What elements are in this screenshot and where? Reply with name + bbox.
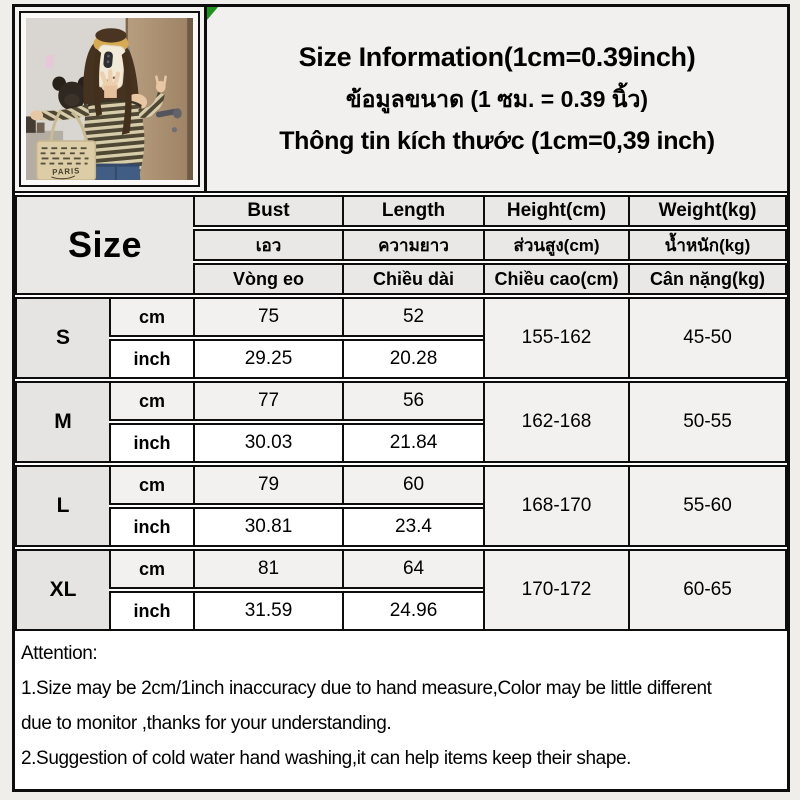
attention-line: 2.Suggestion of cold water hand washing,it can help items keep their shape.: [21, 748, 632, 769]
header-height-vi: Chiều cao(cm): [483, 263, 628, 295]
attention-line: due to monitor ,thanks for your understanding.: [21, 713, 392, 734]
table-row: [15, 465, 787, 505]
bust-inch-value: 30.03: [193, 423, 342, 463]
length-inch-value: 23.4: [342, 507, 483, 547]
header-length-vi: Chiều dài: [342, 263, 483, 295]
unit-cm: cm: [109, 549, 193, 589]
bag-print-text: PARIS: [52, 166, 81, 177]
size-label: L: [15, 465, 109, 547]
length-cm-value: 56: [342, 381, 483, 421]
unit-inch: inch: [109, 423, 193, 463]
header-weight-vi: Cân nặng(kg): [628, 263, 787, 295]
length-cm-value: 60: [342, 465, 483, 505]
title-line-en: Size Information(1cm=0.39inch): [298, 42, 696, 72]
header-weight-th: น้ำหนัก(kg): [628, 229, 787, 261]
length-inch-value: 21.84: [342, 423, 483, 463]
bust-inch-value: 30.81: [193, 507, 342, 547]
size-table: [15, 193, 787, 633]
header-length-th: ความยาว: [342, 229, 483, 261]
unit-cm: cm: [109, 381, 193, 421]
size-header-cell: Size: [15, 195, 193, 295]
product-photo-cell: [15, 7, 207, 191]
content-frame: [12, 4, 790, 792]
length-cm-value: 52: [342, 297, 483, 337]
product-photo: [26, 18, 193, 180]
title-block: [207, 7, 787, 191]
bust-cm-value: 75: [193, 297, 342, 337]
length-cm-value: 64: [342, 549, 483, 589]
attention-line: Attention:: [21, 643, 98, 664]
header-bust-vi: Vòng eo: [193, 263, 342, 295]
bust-cm-value: 77: [193, 381, 342, 421]
top-section: [15, 7, 787, 193]
header-bust-th: เอว: [193, 229, 342, 261]
unit-inch: inch: [109, 591, 193, 631]
height-range: 170-172: [483, 549, 628, 631]
title-line-th: ข้อมูลขนาด (1 ซม. = 0.39 นิ้ว): [345, 86, 649, 112]
attention-note: [15, 633, 787, 789]
length-inch-value: 20.28: [342, 339, 483, 379]
header-height-th: ส่วนสูง(cm): [483, 229, 628, 261]
height-range: 168-170: [483, 465, 628, 547]
weight-range: 45-50: [628, 297, 787, 379]
unit-cm: cm: [109, 465, 193, 505]
header-weight-en: Weight(kg): [628, 195, 787, 227]
size-label: M: [15, 381, 109, 463]
bust-cm-value: 79: [193, 465, 342, 505]
attention-line: 1.Size may be 2cm/1inch inaccuracy due to hand measure,Color may be little different: [21, 678, 712, 699]
table-row: [15, 381, 787, 421]
table-row: [15, 549, 787, 589]
header-height-en: Height(cm): [483, 195, 628, 227]
header-bust-en: Bust: [193, 195, 342, 227]
product-photo-frame: [19, 11, 200, 187]
header-row-en: [15, 195, 787, 227]
height-range: 162-168: [483, 381, 628, 463]
wall-item: [45, 55, 54, 69]
table-row: [15, 297, 787, 337]
green-corner-marker-icon: [207, 7, 218, 20]
bust-inch-value: 29.25: [193, 339, 342, 379]
title-line-vi: Thông tin kích thước (1cm=0,39 inch): [279, 127, 715, 155]
height-range: 155-162: [483, 297, 628, 379]
bust-cm-value: 81: [193, 549, 342, 589]
weight-range: 50-55: [628, 381, 787, 463]
unit-inch: inch: [109, 339, 193, 379]
unit-cm: cm: [109, 297, 193, 337]
size-label: S: [15, 297, 109, 379]
weight-range: 55-60: [628, 465, 787, 547]
length-inch-value: 24.96: [342, 591, 483, 631]
size-label: XL: [15, 549, 109, 631]
unit-inch: inch: [109, 507, 193, 547]
header-length-en: Length: [342, 195, 483, 227]
weight-range: 60-65: [628, 549, 787, 631]
bust-inch-value: 31.59: [193, 591, 342, 631]
